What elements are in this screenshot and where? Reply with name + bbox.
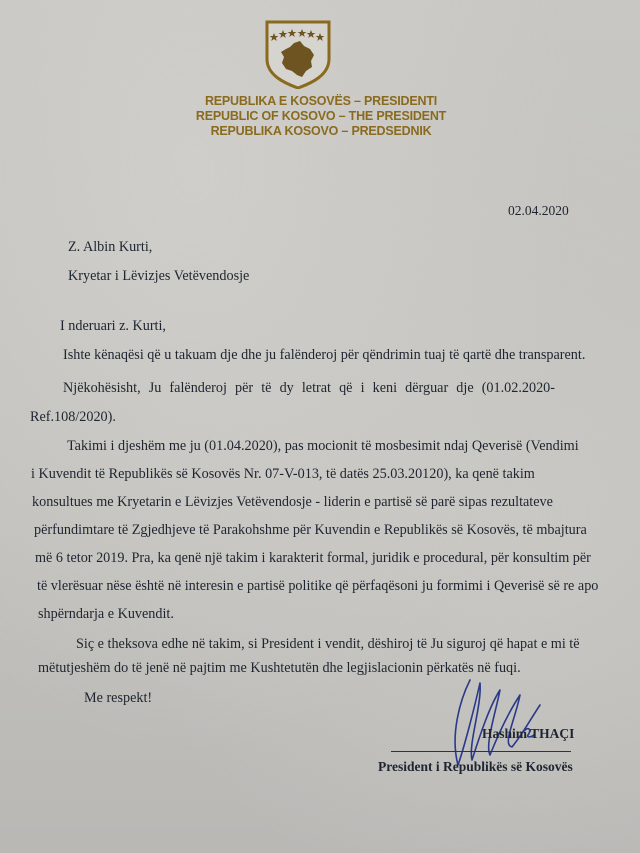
paragraph-4-line-1: Siç e theksova edhe në takim, si President i vendit, dëshiroj të Ju siguroj që hapat e mi të — [76, 636, 580, 652]
paragraph-2-line-1: Njëkohësisht, Ju falënderoj për të dy letrat që i keni dërguar dje (01.02.2020- — [63, 380, 555, 396]
paragraph-3-line-3: konsultues me Kryetarin e Lëvizjes Vetëvendosje - liderin e partisë së parë sipas rezultateve — [32, 494, 553, 510]
paragraph-2-line-2: Ref.108/2020). — [30, 409, 116, 425]
signatory-name: Hashim THAÇI — [482, 726, 575, 741]
letterhead-line-english: REPUBLIC OF KOSOVO – THE PRESIDENT — [195, 109, 447, 123]
paragraph-1: Ishte kënaqësi që u takuam dje dhe ju falënderoj për qëndrimin tuaj të qartë dhe transparent. — [63, 347, 586, 363]
closing: Me respekt! — [84, 690, 153, 706]
paragraph-3-line-5: më 6 tetor 2019. Pra, ka qenë një takim i karakterit formal, juridik e procedural, për konsultim për — [35, 550, 591, 566]
letterhead-line-albanian: REPUBLIKA E KOSOVËS – PRESIDENTI — [204, 94, 438, 108]
letterhead — [0, 94, 640, 139]
letter-date: 02.04.2020 — [508, 203, 569, 218]
signatory-title: President i Republikës së Kosovës — [378, 759, 573, 774]
paragraph-3-line-2: i Kuvendit të Republikës së Kosovës Nr. 07-V-013, të datës 25.03.20120), ka qenë takim — [31, 466, 535, 482]
signature-line — [391, 751, 571, 752]
recipient-name: Z. Albin Kurti, — [68, 239, 153, 255]
recipient-title: Kryetar i Lëvizjes Vetëvendosje — [68, 268, 250, 284]
salutation: I nderuari z. Kurti, — [60, 318, 166, 334]
letterhead-line-serbian: REPUBLIKA KOSOVO – PREDSEDNIK — [210, 124, 432, 138]
paragraph-3-line-1: Takimi i djeshëm me ju (01.04.2020), pas mocionit të mosbesimit ndaj Qeverisë (Vendimi — [67, 438, 579, 454]
kosovo-coat-of-arms-icon — [264, 19, 332, 89]
paragraph-3-line-4: përfundimtare të Zgjedhjeve të Parakohshme për Kuvendin e Republikës së Kosovës, të mbajtura — [34, 522, 587, 538]
paragraph-3-line-7: shpërndarja e Kuvendit. — [38, 606, 174, 622]
paragraph-4-line-2: mëtutjeshëm do të jenë në pajtim me Kushtetutën dhe legjislacionin përkatës në fuqi. — [38, 660, 521, 676]
paragraph-3-line-6: të vlerësuar nëse është në interesin e partisë politike që përfaqësoni ju formimi i Qeverisë së re apo — [37, 578, 599, 594]
